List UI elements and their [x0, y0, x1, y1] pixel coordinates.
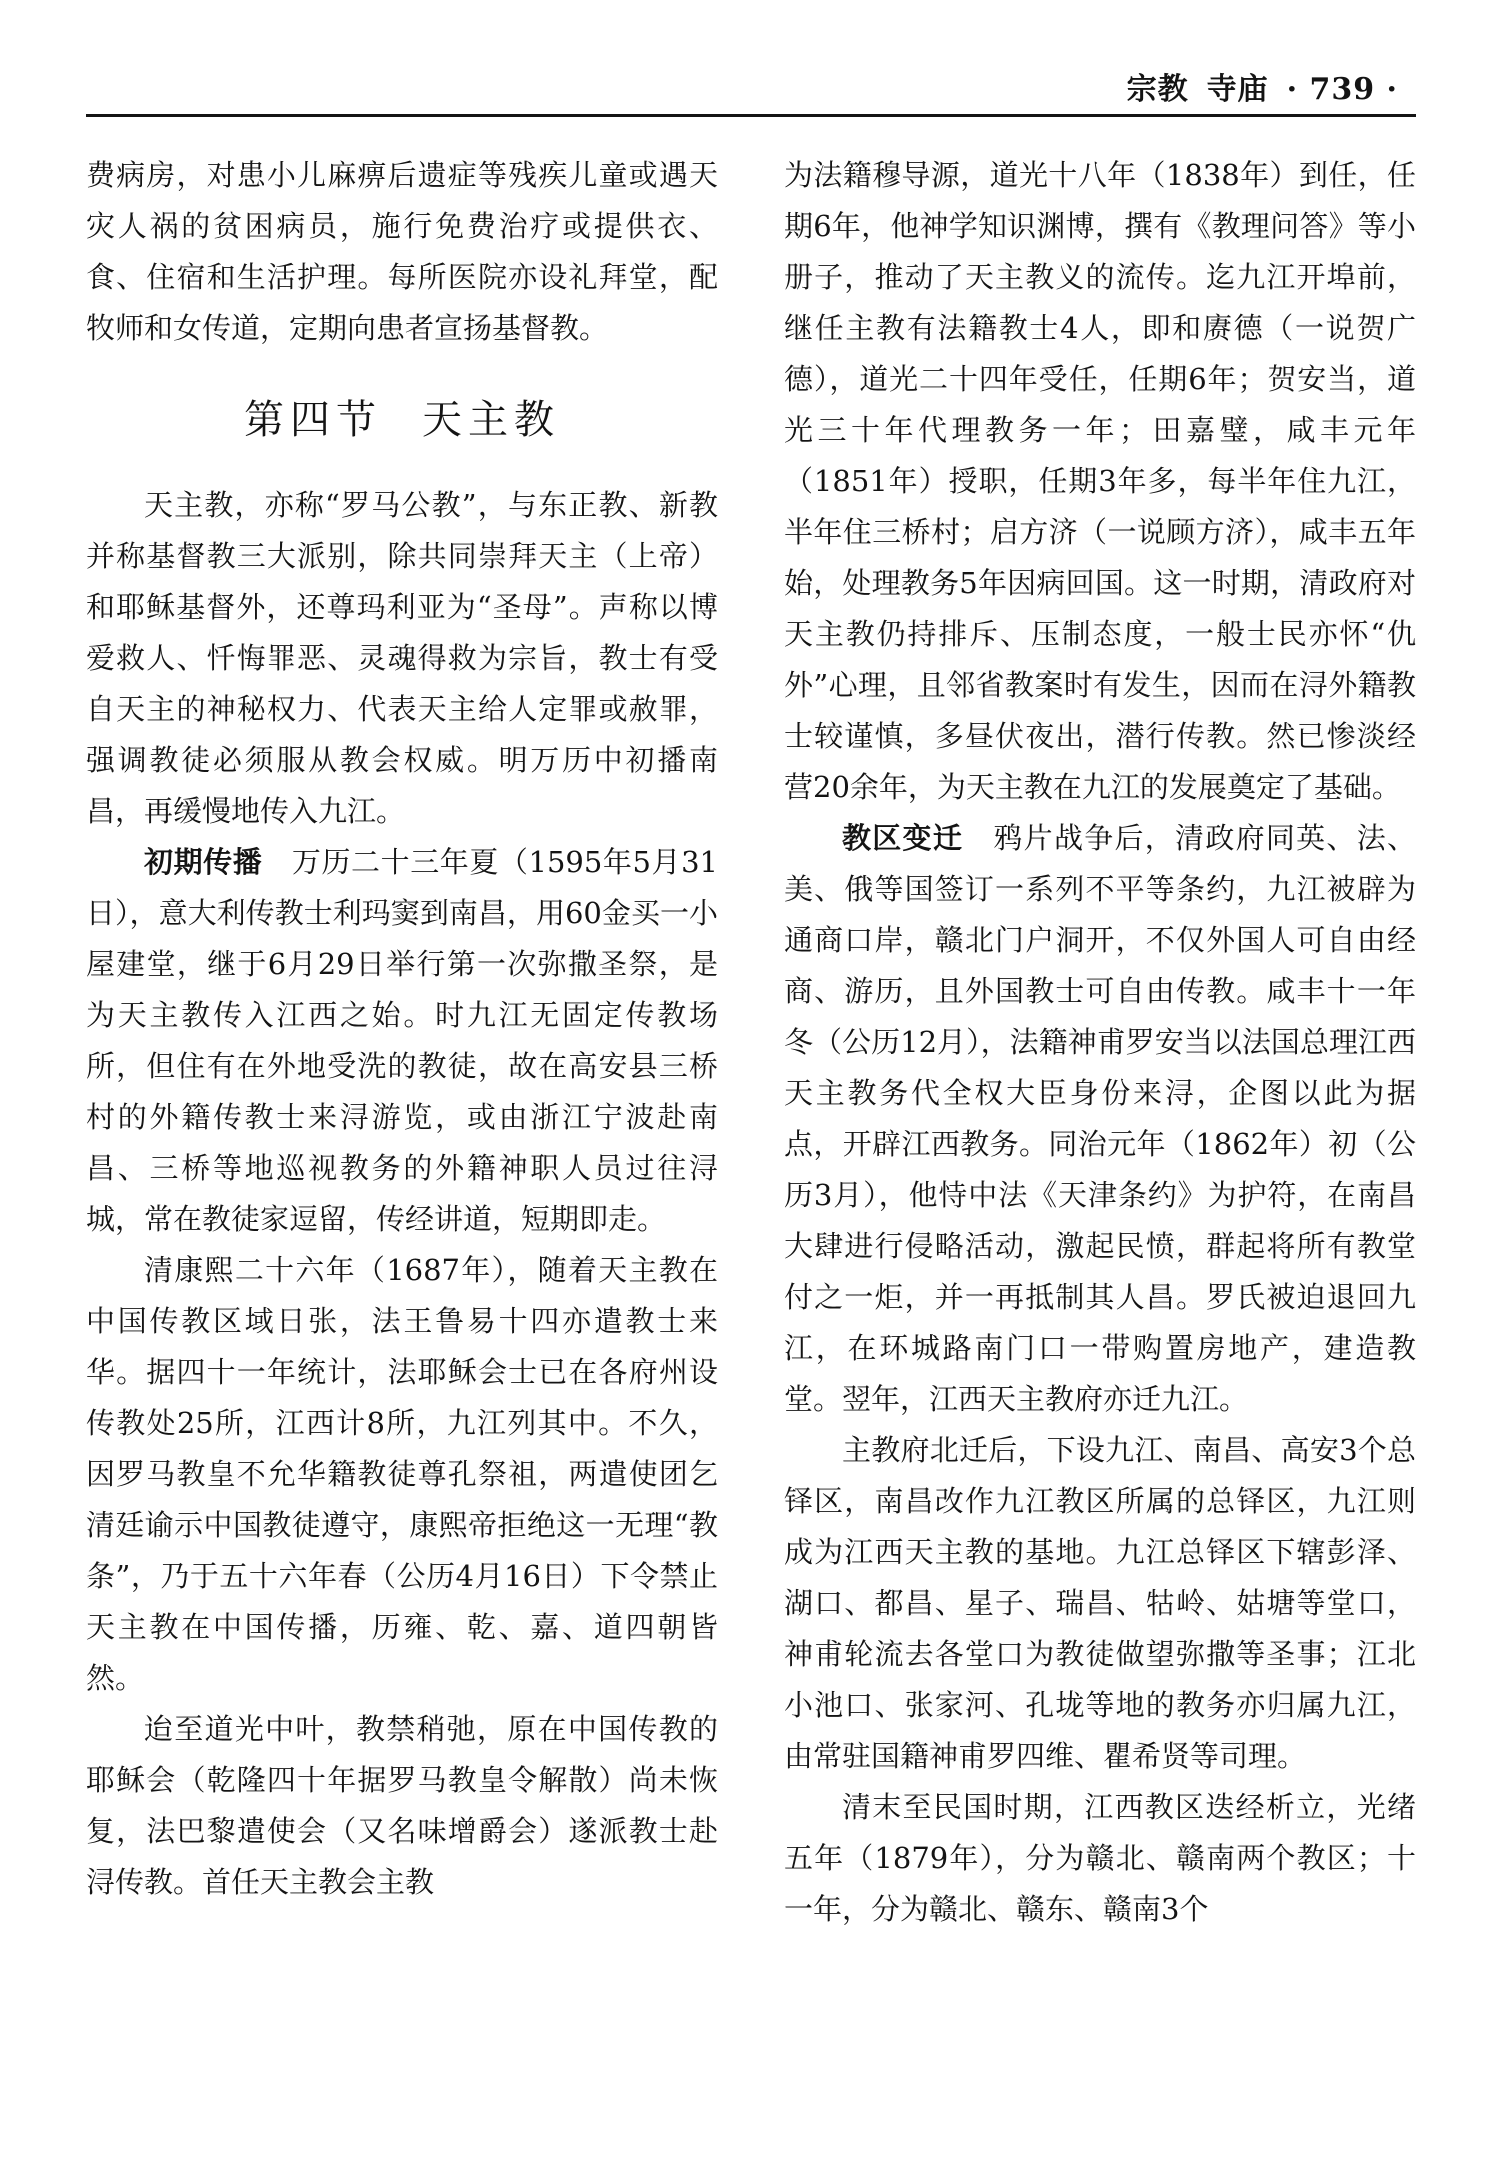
running-header: [1109, 64, 1398, 108]
paragraph: 迨至道光中叶，教禁稍弛，原在中国传教的耶稣会（乾隆四十年据罗马教皇令解散）尚未恢复，法巴黎遣使会（又名味增爵会）遂派教士赴浔传教。首任天主教会主教: [86, 1712, 718, 1899]
paragraph: 为法籍穆导源，道光十八年（1838年）到任，任期6年，他神学知识渊博，撰有《教理问答》等小册子，推动了天主教义的流传。迄九江开埠前，继任主教有法籍教士4人，即和赓德（一说贺广德），道光二十四年受任，任期6年；贺安当，道光三十年代理教务一年；田嘉璧，咸丰元年（1851年）授职，任期3年多，每半年住九江，半年住三桥村；启方济（一说顾方济），咸丰五年始，处理教务5年因病回国。这一时期，清政府对天主教仍持排斥、压制态度，一般士民亦怀“仇外”心理，且邻省教案时有发生，因而在浔外籍教士较谨慎，多昼伏夜出，潜行传教。然已惨淡经营20余年，为天主教在九江的发展奠定了基础。: [784, 158, 1416, 804]
section-title: 天主教: [422, 397, 560, 443]
paragraph: 费病房，对患小儿麻痹后遗症等残疾儿童或遇天灾人祸的贫困病员，施行免费治疗或提供衣、食、住宿和生活护理。每所医院亦设礼拜堂，配牧师和女传道，定期向患者宣扬基督教。: [86, 158, 718, 345]
header-subsection: 寺庙: [1206, 72, 1269, 107]
paragraph: 主教府北迁后，下设九江、南昌、高安3个总铎区，南昌改作九江教区所属的总铎区，九江则成为江西天主教的基地。九江总铎区下辖彭泽、湖口、都昌、星子、瑞昌、牯岭、姑塘等堂口，神甫轮流去各堂口为教徒做望弥撒等圣事；江北小池口、张家河、孔垅等地的教务亦归属九江，由常驻国籍神甫罗四维、瞿希贤等司理。: [784, 1433, 1416, 1773]
run-in-heading: 初期传播: [144, 845, 263, 879]
paragraph-text: 鸦片战争后，清政府同英、法、美、俄等国签订一系列不平等条约，九江被辟为通商口岸，赣北门户洞开，不仅外国人可自由经商、游历，且外国教士可自由传教。咸丰十一年冬（公历12月），法籍神甫罗安当以法国总理江西天主教务代全权大臣身份来浔，企图以此为据点，开辟江西教务。同治元年（1862年）初（公历3月），他恃中法《天津条约》为护符，在南昌大肆进行侵略活动，激起民愤，群起将所有教堂付之一炬，并一再抵制其人昌。罗氏被迫退回九江，在环城路南门口一带购置房地产，建造教堂。翌年，江西天主教府亦迁九江。: [784, 821, 1416, 1416]
page-number: · 739 ·: [1286, 72, 1398, 107]
left-column: [86, 150, 718, 1908]
paragraph: [86, 837, 718, 1245]
paragraph-text: 万历二十三年夏（1595年5月31日），意大利传教士利玛窦到南昌，用60金买一小屋建堂，继于6月29日举行第一次弥撒圣祭，是为天主教传入江西之始。时九江无固定传教场所，但住有在外地受洗的教徒，故在高安县三桥村的外籍传教士来浔游览，或由浙江宁波赴南昌、三桥等地巡视教务的外籍神职人员过往浔城，常在教徒家逗留，传经讲道，短期即走。: [86, 845, 718, 1236]
paragraph: 天主教，亦称“罗马公教”，与东正教、新教并称基督教三大派别，除共同崇拜天主（上帝）和耶稣基督外，还尊玛利亚为“圣母”。声称以博爱救人、忏悔罪恶、灵魂得救为宗旨，教士有受自天主的神秘权力、代表天主给人定罪或赦罪，强调教徒必须服从教会权威。明万历中初播南昌，再缓慢地传入九江。: [86, 488, 718, 828]
header-section: 宗教: [1126, 72, 1189, 107]
paragraph: 清末至民国时期，江西教区迭经析立，光绪五年（1879年），分为赣北、赣南两个教区；十一年，分为赣北、赣东、赣南3个: [784, 1790, 1416, 1926]
paragraph: 清康熙二十六年（1687年），随着天主教在中国传教区域日张，法王鲁易十四亦遣教士来华。据四十一年统计，法耶稣会士已在各府州设传教处25所，江西计8所，九江列其中。不久，因罗马教皇不允华籍教徒尊孔祭祖，两遣使团乞清廷谕示中国教徒遵守，康熙帝拒绝这一无理“教条”，乃于五十六年春（公历4月16日）下令禁止天主教在中国传播，历雍、乾、嘉、道四朝皆然。: [86, 1253, 718, 1695]
header-rule: [86, 114, 1416, 117]
run-in-heading: 教区变迁: [842, 821, 964, 855]
section-number: 第四节: [244, 397, 382, 443]
paragraph: [784, 813, 1416, 1425]
right-column: [784, 150, 1416, 1935]
section-heading: [86, 390, 718, 450]
